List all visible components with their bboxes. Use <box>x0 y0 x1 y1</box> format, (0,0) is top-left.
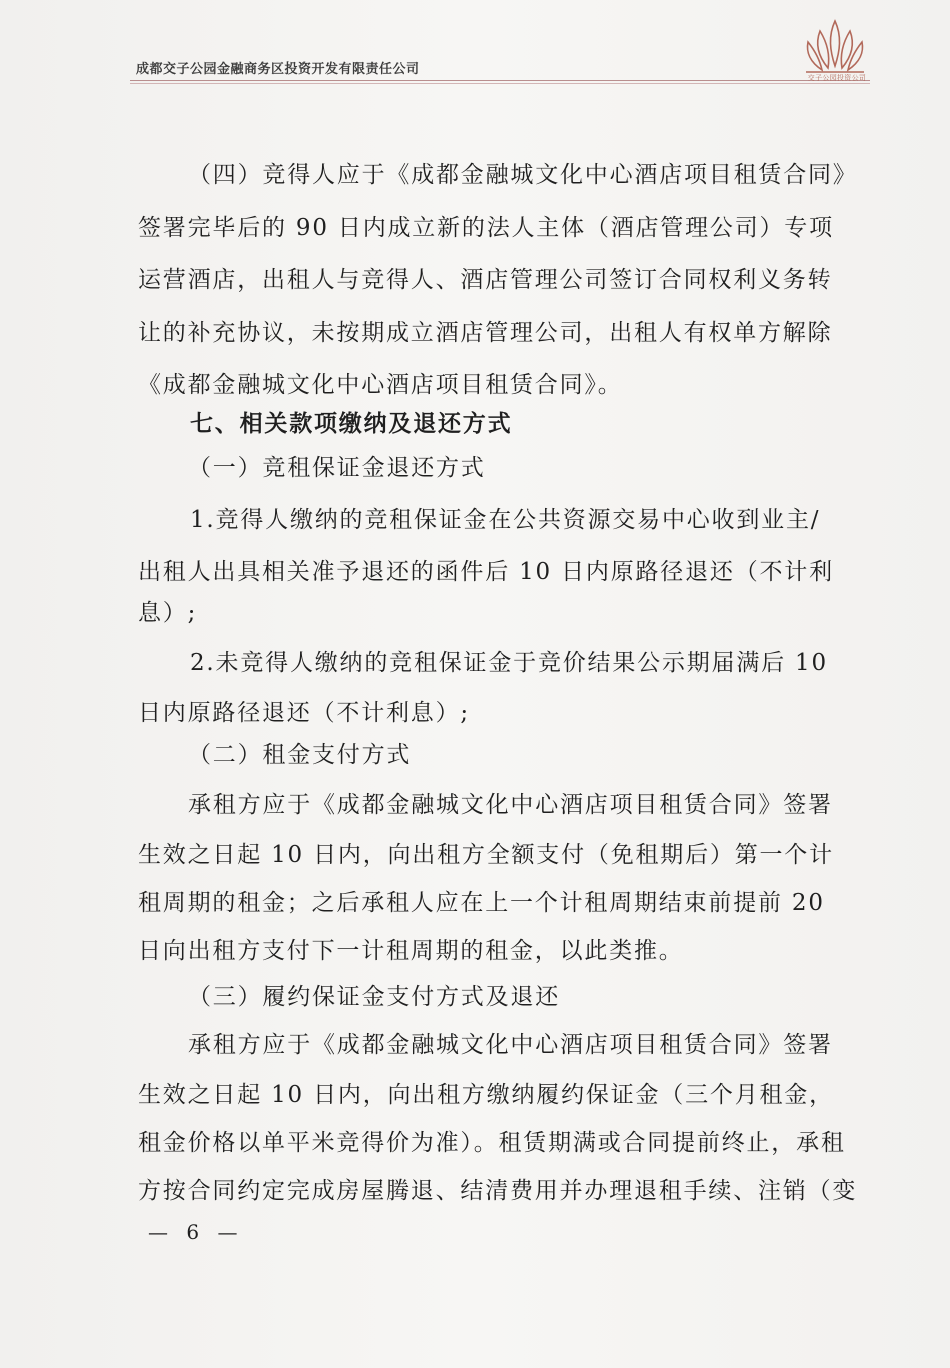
deposit-line-4: 方按合同约定完成房屋腾退、结清费用并办理退租手续、注销（变 <box>138 1178 858 1204</box>
company-logo-icon <box>800 16 870 76</box>
header-rule-secondary <box>130 83 870 84</box>
deposit-line-2: 生效之日起 10 日内，向出租方缴纳履约保证金（三个月租金， <box>138 1082 834 1108</box>
subsection-2-heading: （二）租金支付方式 <box>188 742 412 768</box>
rent-line-1: 承租方应于《成都金融城文化中心酒店项目租赁合同》签署 <box>188 792 833 818</box>
rent-line-4: 日向出租方支付下一计租周期的租金，以此类推。 <box>138 938 684 964</box>
para-4-line-5: 《成都金融城文化中心酒店项目租赁合同》。 <box>138 372 623 398</box>
subsection-1-heading: （一）竞租保证金退还方式 <box>188 455 486 481</box>
item-2-line-2: 日内原路径退还（不计利息）; <box>138 700 470 726</box>
section-7-heading: 七、相关款项缴纳及退还方式 <box>190 410 513 437</box>
item-1-line-1: 1.竞得人缴纳的竞租保证金在公共资源交易中心收到业主/ <box>190 507 821 533</box>
para-4-line-4: 让的补充协议，未按期成立酒店管理公司，出租人有权单方解除 <box>138 320 833 346</box>
para-4-line-1: （四）竞得人应于《成都金融城文化中心酒店项目租赁合同》 <box>188 162 858 188</box>
company-name: 成都交子公园金融商务区投资开发有限责任公司 <box>136 62 420 77</box>
letterhead <box>130 50 870 90</box>
deposit-line-1: 承租方应于《成都金融城文化中心酒店项目租赁合同》签署 <box>188 1032 833 1058</box>
item-1-line-2: 出租人出具相关准予退还的函件后 10 日内原路径退还（不计利 <box>138 559 834 585</box>
logo-caption: 交子公园投资公司 <box>807 74 867 82</box>
deposit-line-3: 租金价格以单平米竞得价为准）。租赁期满或合同提前终止，承租 <box>138 1130 846 1156</box>
subsection-3-heading: （三）履约保证金支付方式及退还 <box>188 984 560 1010</box>
rent-line-3: 租周期的租金；之后承租人应在上一个计租周期结束前提前 20 <box>138 890 825 916</box>
header-rule <box>130 80 870 81</box>
para-4-line-2: 签署完毕后的 90 日内成立新的法人主体（酒店管理公司）专项 <box>138 215 834 241</box>
item-2-line-1: 2.未竞得人缴纳的竞租保证金于竞价结果公示期届满后 10 <box>190 650 828 676</box>
item-1-line-3: 息）; <box>138 600 198 626</box>
page-number: — 6 — <box>148 1220 244 1244</box>
rent-line-2: 生效之日起 10 日内，向出租方全额支付（免租期后）第一个计 <box>138 842 834 868</box>
para-4-line-3: 运营酒店，出租人与竞得人、酒店管理公司签订合同权利义务转 <box>138 267 833 293</box>
